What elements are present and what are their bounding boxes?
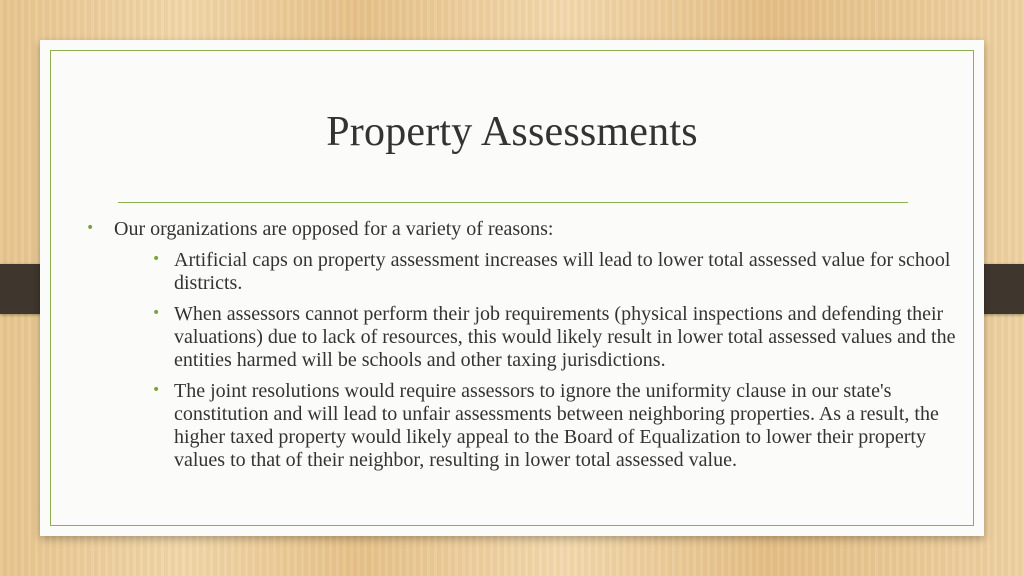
bullet-dot-icon: •	[152, 305, 161, 321]
sub-bullet-3-text: The joint resolutions would require assessors to ignore the uniformity clause in our state's constitution and will lead to unfair assessments between neighboring properties. As a result, the higher taxed property would likely appeal to the Board of Equalization to lower their property values to that of their neighbor, resulting in lower total assessed value.	[174, 380, 939, 471]
sub-bullet-3	[152, 380, 966, 472]
bullet-intro	[86, 218, 966, 241]
slide-card	[40, 40, 984, 536]
sub-bullet-1	[152, 249, 966, 295]
sub-bullet-2	[152, 303, 966, 372]
bullet-dot-icon: •	[86, 220, 95, 236]
bullet-intro-text: Our organizations are opposed for a variety of reasons:	[114, 218, 554, 240]
sub-bullet-1-text: Artificial caps on property assessment increases will lead to lower total assessed value for school districts.	[174, 249, 951, 294]
sub-bullet-2-text: When assessors cannot perform their job requirements (physical inspections and defending their valuations) due to lack of resources, this would likely result in lower total assessed values and the entities harmed will be schools and other taxing jurisdictions.	[174, 303, 956, 371]
title-divider	[118, 202, 908, 203]
bullet-dot-icon: •	[152, 382, 161, 398]
slide-title: Property Assessments	[326, 109, 698, 155]
slide-body	[86, 218, 966, 472]
bullet-dot-icon: •	[152, 251, 161, 267]
